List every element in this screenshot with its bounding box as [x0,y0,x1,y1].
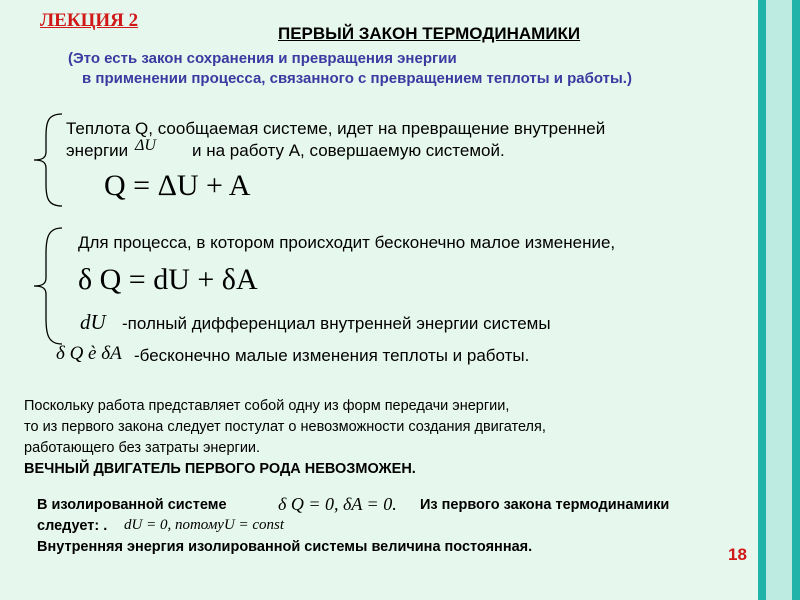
block1-equation: Q = ΔU + A [104,169,251,202]
isolated-line-1-end: Из первого закона термодинамики [420,497,670,513]
right-decor-bar [758,0,800,600]
block1-line-1: Теплота Q, сообщаемая системе, идет на превращение внутренней [66,119,606,138]
isolated-line-2-formula: dU = 0, потомуU = const [124,517,285,533]
left-brace-1 [30,112,70,208]
isolated-line-2-start: следует: . [37,518,108,534]
right-decor-bar-inner [766,0,792,600]
paragraph-line-1: Поскольку работа представляет собой одну из форм передачи энергии, [24,398,510,414]
slide-title: ПЕРВЫЙ ЗАКОН ТЕРМОДИНАМИКИ [278,24,581,43]
isolated-line-1-formula: δ Q = 0, δA = 0. [278,494,397,514]
left-brace-2 [30,226,70,346]
block2-delta-symbols: δ Q è δA [56,343,122,364]
paragraph-line-2: то из первого закона следует постулат о невозможности создания двигателя, [24,419,546,435]
block2-du-symbol: dU [80,310,106,334]
block2-du-text: -полный дифференциал внутренней энергии системы [122,314,551,333]
page-number: 18 [728,545,747,564]
block2-intro: Для процесса, в котором происходит бесконечно малое изменение, [78,233,616,252]
lecture-label: ЛЕКЦИЯ 2 [40,10,139,31]
isolated-line-3: Внутренняя энергия изолированной системы величина постоянная. [37,539,533,555]
subtitle-line-1: (Это есть закон сохранения и превращения энергии [68,50,457,67]
isolated-line-1-start: В изолированной системе [37,497,227,513]
block1-line-2-start: энергии [66,141,129,160]
paragraph-line-4: ВЕЧНЫЙ ДВИГАТЕЛЬ ПЕРВОГО РОДА НЕВОЗМОЖЕН. [24,461,416,477]
block2-delta-text: -бесконечно малые изменения теплоты и работы. [134,346,530,365]
block1-line-2-end: и на работу А, совершаемую системой. [192,141,505,160]
block2-equation: δ Q = dU + δA [78,263,258,296]
subtitle-line-2: в применении процесса, связанного с превращением теплоты и работы.) [82,70,632,87]
block1-delta-u: ΔU [135,137,156,154]
paragraph-line-3: работающего без затраты энергии. [24,440,261,456]
